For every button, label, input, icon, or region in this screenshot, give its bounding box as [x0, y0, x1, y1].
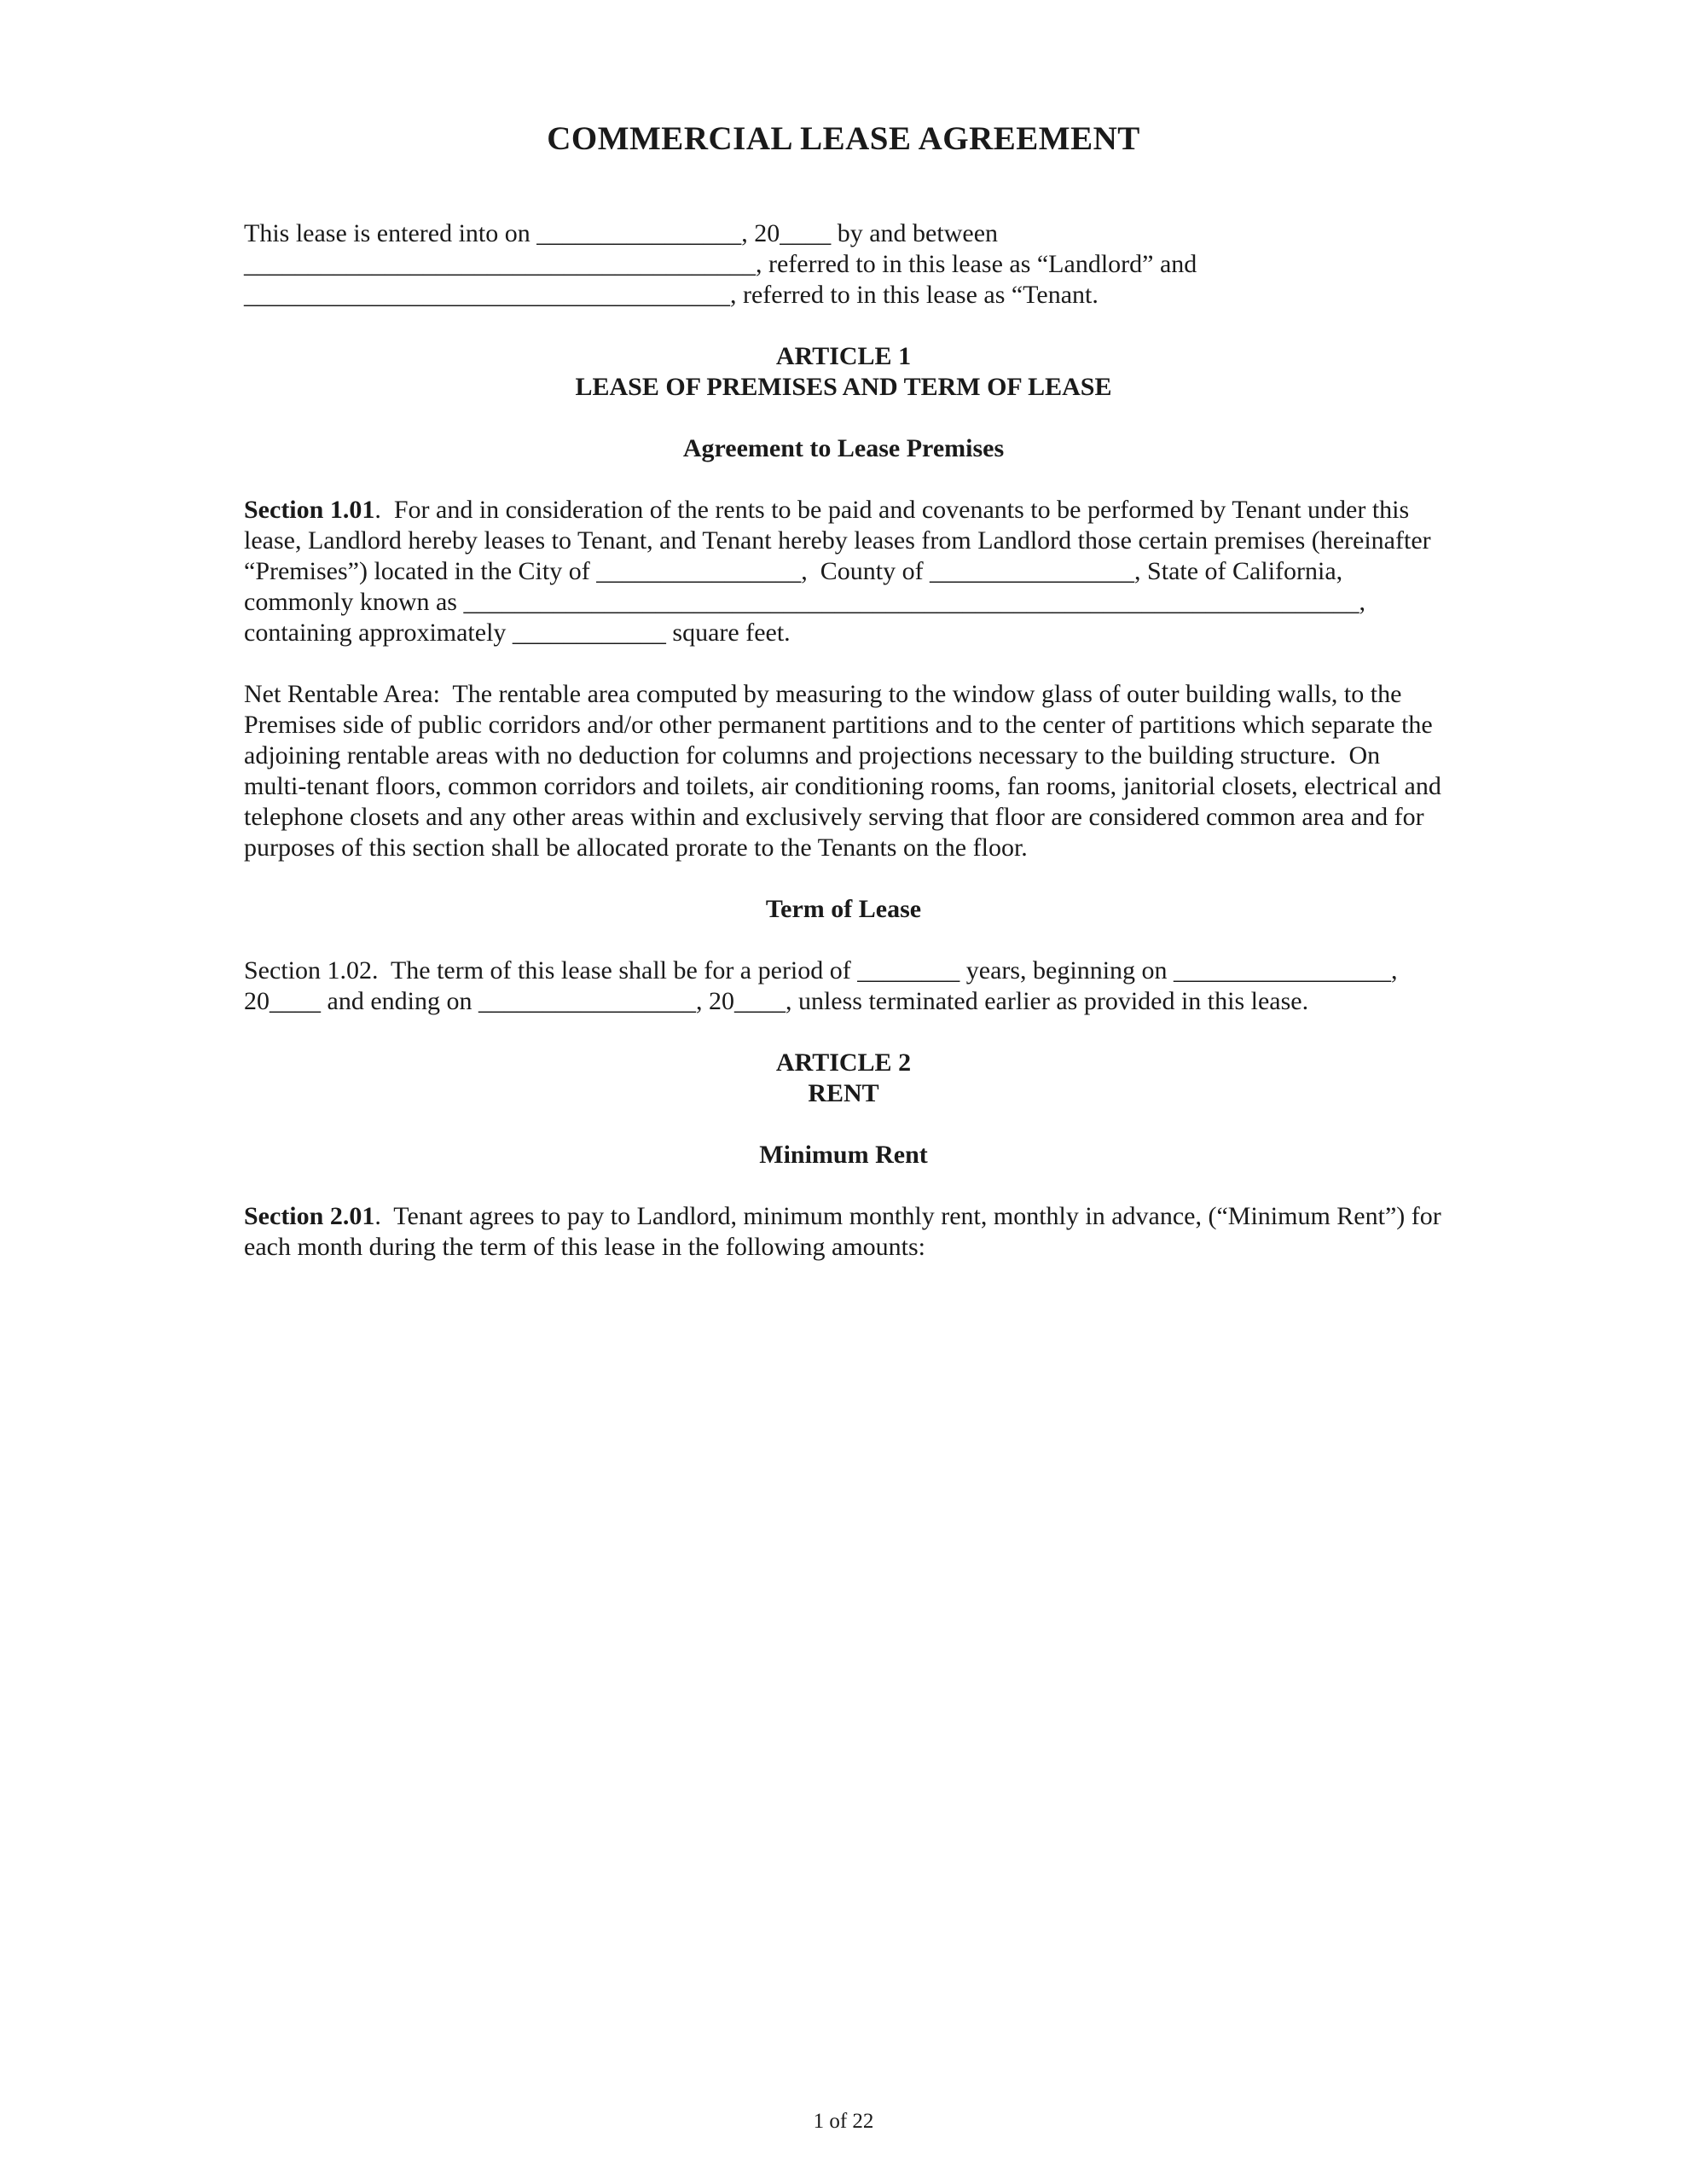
section-2-01-paragraph	[244, 1201, 1448, 1263]
intro-paragraph: This lease is entered into on ________________, 20____ by and between ________________________________________, referred to in this lease as “Landlord” and ______________________________________, referred to in this lease as “Tenant.	[244, 219, 1203, 309]
section-1-01-paragraph	[244, 495, 1443, 648]
article-2-number: ARTICLE 2	[775, 1048, 912, 1077]
page-number: 1 of 22	[813, 2110, 874, 2133]
article-1-number: ARTICLE 1	[775, 342, 912, 370]
section-2-01-label: Section 2.01	[244, 1202, 375, 1230]
section-1-01-label: Section 1.01	[244, 496, 375, 524]
article-2-title: RENT	[808, 1079, 879, 1107]
minimum-rent-heading: Minimum Rent	[759, 1141, 928, 1169]
section-2-01-text: . Tenant agrees to pay to Landlord, minimum monthly rent, monthly in advance, (“Minimum Rent”) for each month during the term of this lease in the following amounts:	[244, 1202, 1448, 1261]
article-1-heading	[244, 341, 1443, 403]
agreement-to-lease-premises-heading: Agreement to Lease Premises	[682, 434, 1005, 462]
article-1-title: LEASE OF PREMISES AND TERM OF LEASE	[575, 373, 1112, 401]
section-1-02-paragraph: Section 1.02. The term of this lease shall be for a period of ________ years, beginning on _________________, 20____ and ending on _________________, 20____, unless terminated earlier as provided in this lease.	[244, 956, 1405, 1015]
term-of-lease-heading: Term of Lease	[765, 895, 922, 923]
article-2-heading	[244, 1048, 1443, 1109]
section-1-01-text: . For and in consideration of the rents to be paid and covenants to be performed by Tenant under this lease, Landlord hereby leases to Tenant, and Tenant hereby leases from Landlord those certain premises (hereinafter “Premises”) located in the City of ________________, County of ________________, State of California, commonly known as ______________________________________________________________________, containing approximately ____________ square feet.	[244, 496, 1438, 647]
document-title: COMMERCIAL LEASE AGREEMENT	[547, 120, 1140, 157]
net-rentable-area-paragraph: Net Rentable Area: The rentable area computed by measuring to the window glass of outer building walls, to the Premises side of public corridors and/or other permanent partitions and to the center of partitions which separate the adjoining rentable areas with no deduction for columns and projections necessary to the building structure. On multi-tenant floors, common corridors and toilets, air conditioning rooms, fan rooms, janitorial closets, electrical and telephone closets and any other areas within and exclusively serving that floor are considered common area and for purposes of this section shall be allocated prorate to the Tenants on the floor.	[244, 680, 1448, 862]
